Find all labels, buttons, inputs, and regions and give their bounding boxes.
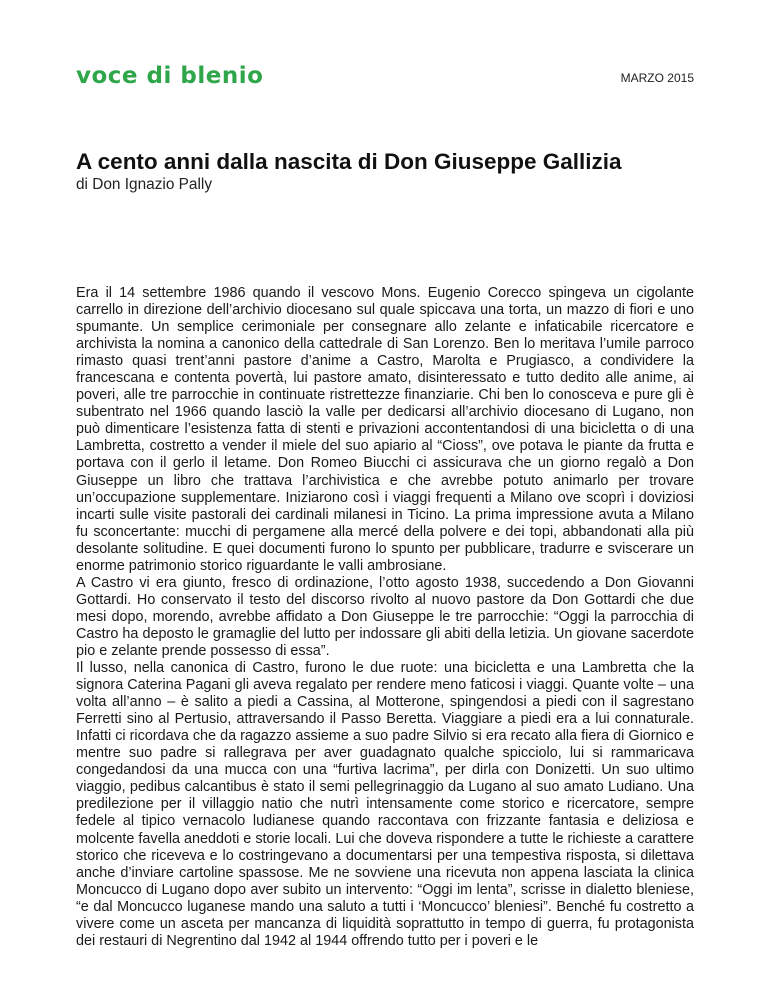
article-paragraph: A Castro vi era giunto, fresco di ordinazione, l’otto agosto 1938, succedendo a Don Giovanni Gottardi. Ho conservato il testo del discorso rivolto al nuovo pastore da Don Gottardi che due mesi dopo, morendo, avrebbe affidato a Don Giuseppe le tre parrocchie: “Oggi la parrocchia di Castro ha deposto le gramaglie del lutto per indossare gli abiti della letizia. Un giovane sacerdote pio e zelante prende possesso di essa”.: [76, 574, 694, 659]
page-header: [76, 62, 694, 92]
article-byline: di Don Ignazio Pally: [76, 176, 213, 193]
article-paragraph: Era il 14 settembre 1986 quando il vescovo Mons. Eugenio Corecco spingeva un cigolante carrello in direzione dell’archivio diocesano sul quale spiccava una torta, un mazzo di fiori e uno spumante. Un semplice cerimoniale per consegnare allo zelante e infaticabile ricercatore e archivista la nomina a canonico della cattedrale di San Lorenzo. Ben lo meritava l’umile parroco rimasto quasi trent’anni pastore d’anime a Castro, Marolta e Prugiasco, a condividere la francescana e contenta povertà, lui pastore amato, disinteressato e tutto dedito alle anime, ai poveri, alle tre parrocchie in continuate ristrettezze finanziarie. Chi ben lo conosceva e pure gli è subentrato nel 1966 quando lasciò la valle per dedicarsi all’archivio diocesano di Lugano, non può dimenticare l’esistenza fatta di stenti e privazioni accontentandosi di una bicicletta o di una Lambretta, costretto a vender il miele del suo apiario al “Cioss”, ove potava le piante da frutta e portava con il gerlo il letame. Don Romeo Biucchi ci assicurava che un giorno regalò a Don Giuseppe un libro che trattava l’archivistica e che avrebbe potuto animarlo per trovare un’occupazione supplementare. Iniziarono così i viaggi frequenti a Milano ove scoprì i doviziosi incarti sulle visite pastorali dei cardinali milanesi in Ticino. La prima impressione avuta a Milano fu sconcertante: mucchi di pergamene alla mercé della polvere e dei topi, abbandonati alla più desolante solitudine. E quei documenti furono lo spunto per pubblicare, tradurre e sviscerare un enorme patrimonio storico riguardante le valli ambrosiane.: [76, 285, 694, 574]
article-body: [76, 285, 694, 950]
issue-date: MARZO 2015: [620, 71, 694, 85]
article-title: A cento anni dalla nascita di Don Giuseppe Gallizia: [76, 149, 622, 174]
article-paragraph: Il lusso, nella canonica di Castro, furono le due ruote: una bicicletta e una Lambretta che la signora Caterina Pagani gli aveva regalato per rendere meno faticosi i viaggi. Quante volte – una volta all’anno – è salito a piedi a Cassina, al Motterone, spingendosi a piedi con il sagrestano Ferretti sino al Pertusio, attraversando il Passo Beretta. Viaggiare a piedi era a lui connaturale. Infatti ci ricordava che da ragazzo assieme a suo padre Silvio si era recato alla fiera di Giornico e mentre suo padre si rallegrava per aver guadagnato qualche spicciolo, lui si rammaricava congedandosi da una mucca con una “furtiva lacrima”, per dirla con Donizetti. Un suo ultimo viaggio, pedibus calcantibus è stato il semi pellegrinaggio da Lugano al suo amato Ludiano. Una predilezione per il villaggio natio che nutrì intensamente come storico e ricercatore, sempre fedele al tipico vernacolo ludianese quando raccontava con frizzante fantasia e deliziosa e molcente favella aneddoti e storie locali. Lui che doveva rispondere a tutte le richieste a carattere storico che riceveva e lo costringevano a documentarsi per una tempestiva risposta, si dilettava anche d’inviare cartoline spassose. Me ne sovviene una ricevuta non appena lasciata la clinica Moncucco di Lugano dopo aver subito un intervento: “Oggi im lenta”, scrisse in dialetto bleniese, “e dal Moncucco luganese mando una saluto a tutti i ‘Moncucco’ bleniesi”. Benché fu costretto a vivere come un asceta per mancanza di liquidità soprattutto in tempo di guerra, fu protagonista dei restauri di Negrentino dal 1942 al 1944 offrendo tutto per i poveri e le: [76, 660, 694, 949]
publication-logo: voce di blenio: [76, 63, 264, 89]
